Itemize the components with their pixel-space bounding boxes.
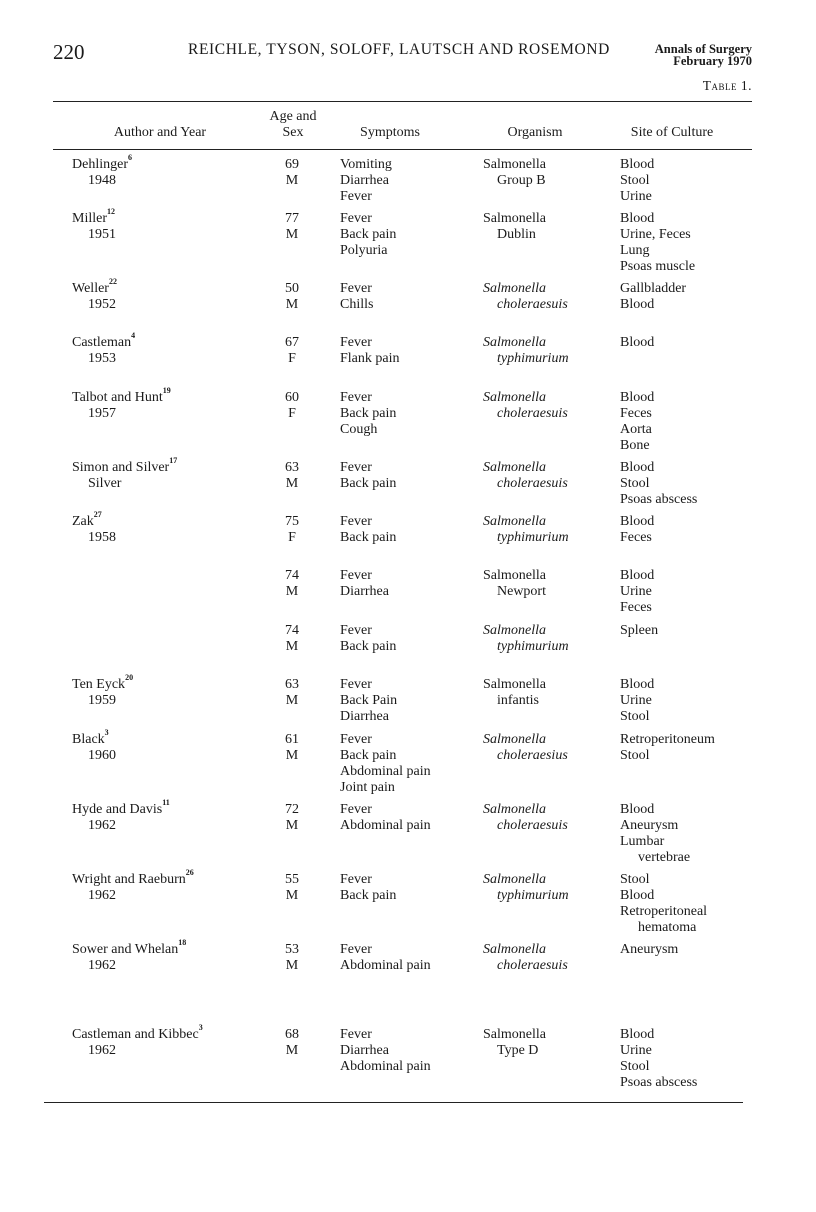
header-age-sex (258, 109, 328, 141)
culture-site: Spleen (620, 623, 659, 638)
symptom: Back pain (340, 406, 397, 421)
culture-site: Stool (620, 748, 650, 763)
author-cell (72, 510, 272, 546)
sex-value: M (285, 748, 299, 763)
age-sex-cell (278, 623, 306, 655)
author-cell (72, 277, 272, 313)
symptom: Back pain (340, 888, 397, 903)
symptom: Diarrhea (340, 584, 389, 599)
culture-site: Blood (620, 211, 655, 226)
culture-site: Lumbar (620, 834, 665, 849)
culture-site: hematoma (638, 920, 697, 935)
symptom: Fever (340, 390, 372, 405)
journal-name: Annals of Surgery (654, 42, 752, 56)
site-cell (620, 335, 654, 351)
header-rule (53, 149, 752, 150)
author-name: Miller$^{12}$ (72, 207, 115, 226)
author-cell (72, 938, 272, 974)
site-cell (620, 942, 678, 958)
symptom: Fever (340, 1027, 372, 1042)
culture-site: Blood (620, 568, 655, 583)
author-year: Silver (88, 476, 122, 491)
reference-number: 3 (104, 728, 109, 737)
age-sex-cell (278, 335, 306, 367)
organism-genus: Salmonella (483, 460, 546, 475)
culture-site: Blood (620, 514, 655, 529)
age-sex-cell (278, 157, 306, 189)
age-value: 67 (285, 335, 299, 350)
page-number: 220 (53, 40, 85, 64)
author-year: 1948 (88, 173, 116, 188)
reference-number: 6 (127, 153, 132, 162)
author-cell (72, 331, 272, 367)
age-sex-cell (278, 514, 306, 546)
organism-cell (483, 460, 568, 492)
author-name: Castleman$^4$ (72, 331, 136, 350)
author-year: 1962 (88, 958, 116, 973)
site-cell (620, 514, 654, 546)
reference-number: 19 (162, 386, 171, 395)
journal-info (655, 43, 752, 67)
organism-cell (483, 568, 546, 600)
header-symptoms: Symptoms (360, 125, 420, 140)
age-sex-cell (278, 1027, 306, 1059)
symptom: Back Pain (340, 693, 398, 708)
reference-number: 17 (169, 456, 178, 465)
symptom: Back pain (340, 227, 397, 242)
author-year: 1962 (88, 888, 116, 903)
age-value: 60 (285, 390, 299, 405)
age-sex-cell (278, 942, 306, 974)
author-year: 1957 (88, 406, 116, 421)
header-sex: Sex (282, 125, 304, 140)
sex-value: M (285, 297, 299, 312)
site-cell (620, 732, 715, 764)
culture-site: Blood (620, 677, 655, 692)
author-name: Sower and Whelan$^{18}$ (72, 938, 187, 957)
organism-species: choleraesuis (497, 297, 568, 312)
organism-cell (483, 623, 569, 655)
culture-site: Feces (620, 600, 652, 615)
culture-site: Blood (620, 802, 655, 817)
author-cell (72, 386, 272, 422)
table-label: Table 1. (702, 78, 752, 93)
organism-species: choleraesuis (497, 476, 568, 491)
reference-number: 11 (162, 798, 170, 807)
symptom: Abdominal pain (340, 958, 431, 973)
organism-genus: Salmonella (483, 390, 546, 405)
age-value: 50 (285, 281, 299, 296)
culture-site: Blood (620, 390, 655, 405)
symptom: Back pain (340, 530, 397, 545)
organism-genus: Salmonella (483, 732, 546, 747)
age-sex-cell (278, 677, 306, 709)
symptom: Diarrhea (340, 709, 389, 724)
author-name: Talbot and Hunt$^{19}$ (72, 386, 171, 405)
symptom: Fever (340, 872, 372, 887)
author-year: 1959 (88, 693, 116, 708)
age-sex-cell (278, 390, 306, 422)
organism-species: choleraesuis (497, 958, 568, 973)
author-name: Black$^3$ (72, 728, 109, 747)
author-cell (72, 207, 272, 243)
culture-site: Stool (620, 872, 650, 887)
header-author: Author and Year (113, 125, 207, 140)
symptom: Flank pain (340, 351, 400, 366)
organism-genus: Salmonella (483, 677, 546, 692)
author-cell (72, 728, 272, 764)
organism-cell (483, 802, 568, 834)
symptoms-cell (340, 460, 396, 492)
author-name: Ten Eyck$^{20}$ (72, 673, 134, 692)
author-cell (72, 153, 272, 189)
author-name: Wright and Raeburn$^{26}$ (72, 868, 194, 887)
symptom: Diarrhea (340, 1043, 389, 1058)
organism-species: typhimurium (497, 530, 569, 545)
symptoms-cell (340, 802, 431, 834)
symptom: Polyuria (340, 243, 388, 258)
symptoms-cell (340, 732, 431, 796)
site-cell (620, 1027, 697, 1091)
symptoms-cell (340, 942, 431, 974)
reference-number: 27 (93, 510, 102, 519)
author-year: 1952 (88, 297, 116, 312)
sex-value: M (285, 227, 299, 242)
author-cell (72, 798, 272, 834)
organism-genus: Salmonella (483, 942, 546, 957)
site-cell (620, 677, 654, 725)
sex-value: F (288, 406, 296, 421)
symptom: Fever (340, 514, 372, 529)
organism-species: Group B (497, 173, 546, 188)
site-cell (620, 157, 654, 205)
organism-cell (483, 390, 568, 422)
reference-number: 26 (185, 868, 194, 877)
organism-genus: Salmonella (483, 872, 546, 887)
site-cell (620, 390, 654, 454)
header-organism: Organism (507, 125, 563, 140)
symptom: Abdominal pain (340, 1059, 431, 1074)
author-year: 1962 (88, 818, 116, 833)
symptoms-cell (340, 623, 396, 655)
age-sex-cell (278, 281, 306, 313)
culture-site: Feces (620, 530, 652, 545)
organism-species: choleraesius (497, 748, 568, 763)
culture-site: Retroperitoneum (620, 732, 715, 747)
symptoms-cell (340, 281, 373, 313)
sex-value: M (285, 639, 299, 654)
age-value: 75 (285, 514, 299, 529)
symptom: Fever (340, 460, 372, 475)
sex-value: M (285, 958, 299, 973)
age-value: 63 (285, 460, 299, 475)
site-cell (620, 211, 695, 275)
symptom: Fever (340, 211, 372, 226)
sex-value: M (285, 476, 299, 491)
culture-site: Blood (620, 157, 655, 172)
age-sex-cell (278, 568, 306, 600)
symptom: Diarrhea (340, 173, 389, 188)
culture-site: Blood (620, 297, 655, 312)
sex-value: M (285, 173, 299, 188)
age-sex-cell (278, 732, 306, 764)
author-name: Dehlinger$^6$ (72, 153, 132, 172)
symptom: Fever (340, 281, 372, 296)
culture-site: Aorta (620, 422, 652, 437)
organism-genus: Salmonella (483, 514, 546, 529)
culture-site: Blood (620, 888, 655, 903)
age-value: 72 (285, 802, 299, 817)
symptoms-cell (340, 335, 400, 367)
age-sex-cell (278, 872, 306, 904)
author-cell (72, 456, 272, 492)
organism-cell (483, 157, 546, 189)
culture-site: Urine, Feces (620, 227, 691, 242)
culture-site: Retroperitoneal (620, 904, 708, 919)
symptom: Fever (340, 802, 372, 817)
organism-cell (483, 732, 568, 764)
age-value: 74 (285, 568, 299, 583)
age-sex-cell (278, 211, 306, 243)
sex-value: M (285, 888, 299, 903)
symptom: Joint pain (340, 780, 395, 795)
author-year: 1960 (88, 748, 116, 763)
organism-cell (483, 1027, 546, 1059)
reference-number: 12 (107, 207, 115, 216)
symptoms-cell (340, 514, 396, 546)
organism-species: choleraesuis (497, 818, 568, 833)
culture-site: Feces (620, 406, 652, 421)
organism-cell (483, 281, 568, 313)
symptom: Back pain (340, 639, 397, 654)
author-name: Hyde and Davis$^{11}$ (72, 798, 170, 817)
journal-date: February 1970 (673, 54, 752, 68)
age-value: 63 (285, 677, 299, 692)
age-sex-cell (278, 802, 306, 834)
header-site: Site of Culture (630, 125, 714, 140)
symptom: Fever (340, 732, 372, 747)
symptoms-cell (340, 390, 396, 438)
symptom: Back pain (340, 748, 397, 763)
culture-site: Aneurysm (620, 818, 679, 833)
symptoms-cell (340, 568, 389, 600)
symptom: Fever (340, 335, 372, 350)
organism-cell (483, 335, 569, 367)
age-value: 77 (285, 211, 299, 226)
sex-value: M (285, 818, 299, 833)
culture-site: Stool (620, 173, 650, 188)
culture-site: Aneurysm (620, 942, 679, 957)
age-sex-cell (278, 460, 306, 492)
culture-site: Stool (620, 1059, 650, 1074)
culture-site: Urine (620, 693, 652, 708)
author-name: Castleman and Kibbec$^3$ (72, 1023, 203, 1042)
culture-site: Psoas abscess (620, 1075, 698, 1090)
organism-species: choleraesuis (497, 406, 568, 421)
table-top-rule (53, 101, 752, 102)
organism-cell (483, 677, 546, 709)
author-name: Simon and Silver$^{17}$ (72, 456, 178, 475)
organism-genus: Salmonella (483, 335, 546, 350)
symptoms-cell (340, 211, 396, 259)
organism-species: infantis (497, 693, 539, 708)
symptom: Chills (340, 297, 374, 312)
organism-genus: Salmonella (483, 157, 546, 172)
symptom: Fever (340, 189, 372, 204)
culture-site: Psoas muscle (620, 259, 696, 274)
age-value: 68 (285, 1027, 299, 1042)
symptom: Fever (340, 942, 372, 957)
culture-site: Blood (620, 1027, 655, 1042)
symptom: Abdominal pain (340, 818, 431, 833)
symptom: Cough (340, 422, 378, 437)
culture-site: Stool (620, 476, 650, 491)
site-cell (620, 623, 658, 639)
symptoms-cell (340, 157, 392, 205)
sex-value: M (285, 584, 299, 599)
organism-species: typhimurium (497, 351, 569, 366)
reference-number: 4 (131, 331, 136, 340)
culture-site: Psoas abscess (620, 492, 698, 507)
site-cell (620, 802, 690, 866)
age-value: 74 (285, 623, 299, 638)
culture-site: Blood (620, 335, 655, 350)
organism-genus: Salmonella (483, 802, 546, 817)
age-value: 53 (285, 942, 299, 957)
header-age: Age and (269, 109, 317, 124)
site-cell (620, 460, 697, 508)
site-cell (620, 872, 707, 936)
age-value: 55 (285, 872, 299, 887)
author-cell (72, 673, 272, 709)
organism-genus: Salmonella (483, 623, 546, 638)
author-name: Weller$^{22}$ (72, 277, 117, 296)
organism-species: typhimurium (497, 888, 569, 903)
sex-value: M (285, 693, 299, 708)
site-cell (620, 568, 654, 616)
culture-site: Urine (620, 1043, 652, 1058)
organism-genus: Salmonella (483, 211, 546, 226)
organism-cell (483, 514, 569, 546)
author-cell (72, 868, 272, 904)
organism-cell (483, 942, 568, 974)
running-title: REICHLE, TYSON, SOLOFF, LAUTSCH AND ROSEMOND (188, 41, 610, 58)
reference-number: 18 (178, 938, 187, 947)
sex-value: F (288, 530, 296, 545)
symptoms-cell (340, 872, 396, 904)
culture-site: Bone (620, 438, 650, 453)
reference-number: 3 (198, 1023, 203, 1032)
organism-species: typhimurium (497, 639, 569, 654)
organism-cell (483, 872, 569, 904)
symptom: Abdominal pain (340, 764, 431, 779)
reference-number: 22 (108, 277, 117, 286)
organism-species: Newport (497, 584, 546, 599)
symptom: Fever (340, 677, 372, 692)
author-year: 1962 (88, 1043, 116, 1058)
culture-site: Lung (620, 243, 650, 258)
author-year: 1951 (88, 227, 116, 242)
site-cell (620, 281, 686, 313)
age-value: 61 (285, 732, 299, 747)
organism-species: Dublin (497, 227, 536, 242)
organism-genus: Salmonella (483, 281, 546, 296)
organism-cell (483, 211, 546, 243)
culture-site: Blood (620, 460, 655, 475)
culture-site: Urine (620, 189, 652, 204)
symptom: Back pain (340, 476, 397, 491)
sex-value: F (288, 351, 296, 366)
symptom: Vomiting (340, 157, 392, 172)
age-value: 69 (285, 157, 299, 172)
symptom: Fever (340, 568, 372, 583)
symptoms-cell (340, 677, 397, 725)
organism-genus: Salmonella (483, 1027, 546, 1042)
culture-site: vertebrae (638, 850, 691, 865)
author-year: 1958 (88, 530, 116, 545)
culture-site: Stool (620, 709, 650, 724)
symptoms-cell (340, 1027, 431, 1075)
organism-genus: Salmonella (483, 568, 546, 583)
reference-number: 20 (125, 673, 134, 682)
culture-site: Gallbladder (620, 281, 687, 296)
author-cell (72, 1023, 272, 1059)
author-name: Zak$^{27}$ (72, 510, 102, 529)
organism-species: Type D (497, 1043, 539, 1058)
culture-site: Urine (620, 584, 652, 599)
symptom: Fever (340, 623, 372, 638)
author-year: 1953 (88, 351, 116, 366)
sex-value: M (285, 1043, 299, 1058)
table-bottom-rule (44, 1102, 743, 1103)
